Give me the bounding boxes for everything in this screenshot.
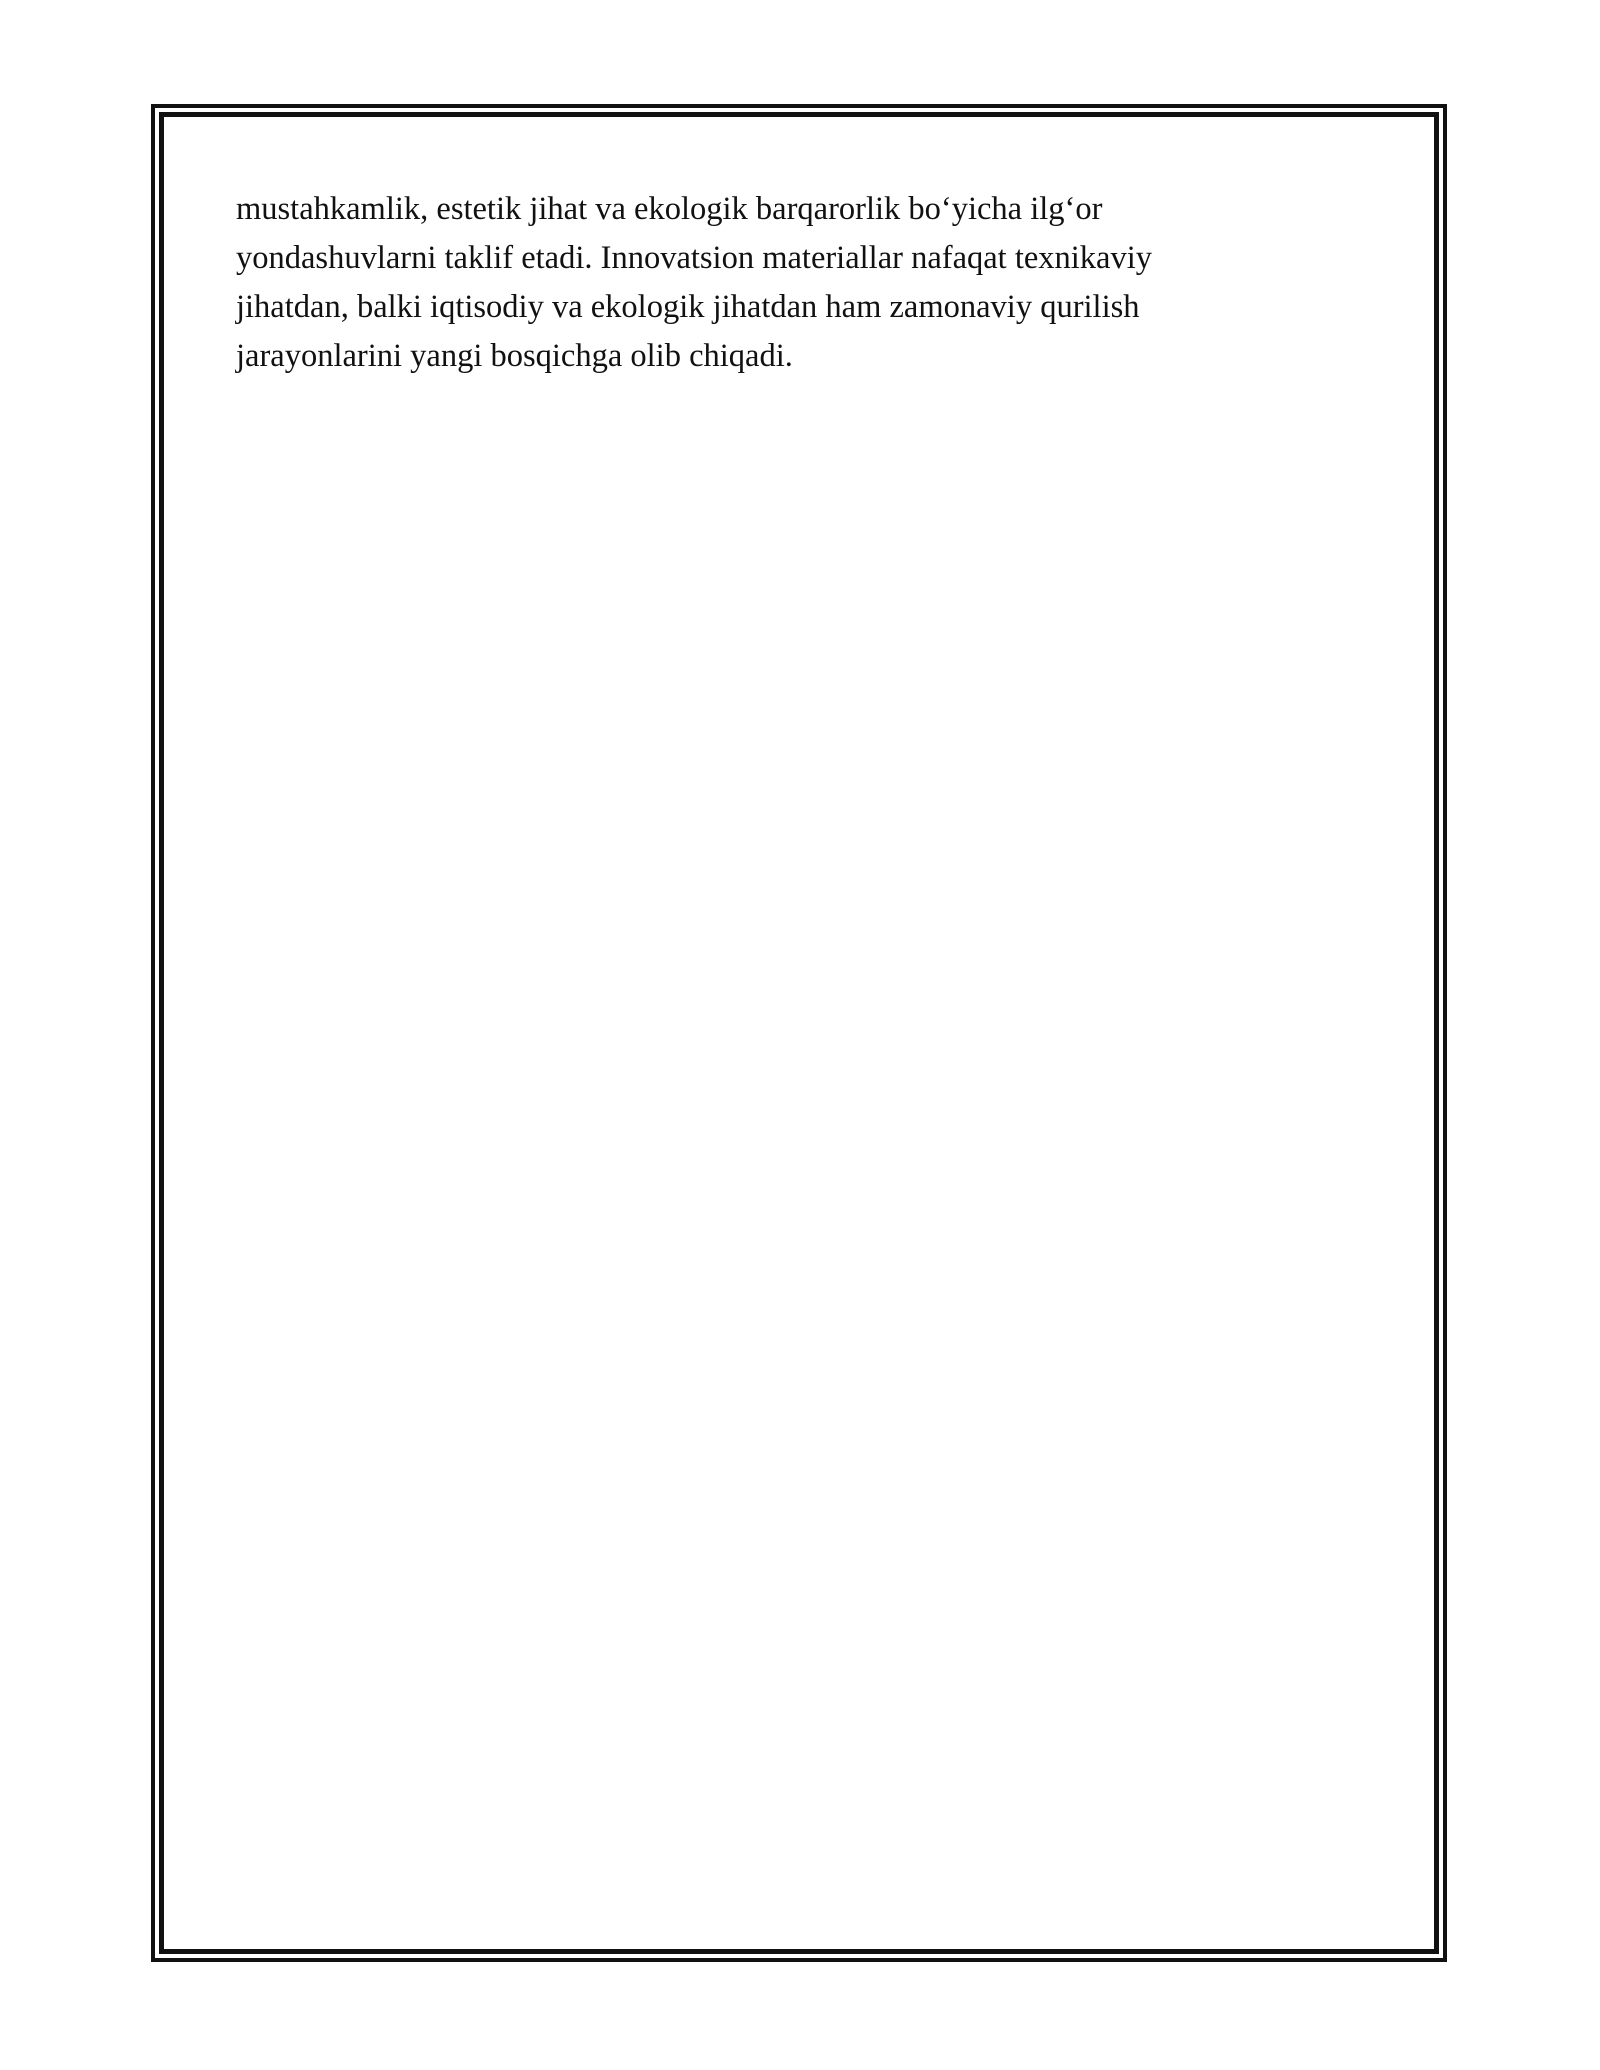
page-border-inner	[159, 112, 1439, 1954]
body-paragraph: mustahkamlik, estetik jihat va ekologik barqarorlik bo‘yicha ilg‘or yondashuvlarni taklif etadi. Innovatsion materiallar nafaqat texnikaviy jihatdan, balki iqtisodiy va ekologik jihatdan ham zamonaviy qurilish jarayonlarini yangi bosqichga olib chiqadi.	[236, 191, 1153, 374]
